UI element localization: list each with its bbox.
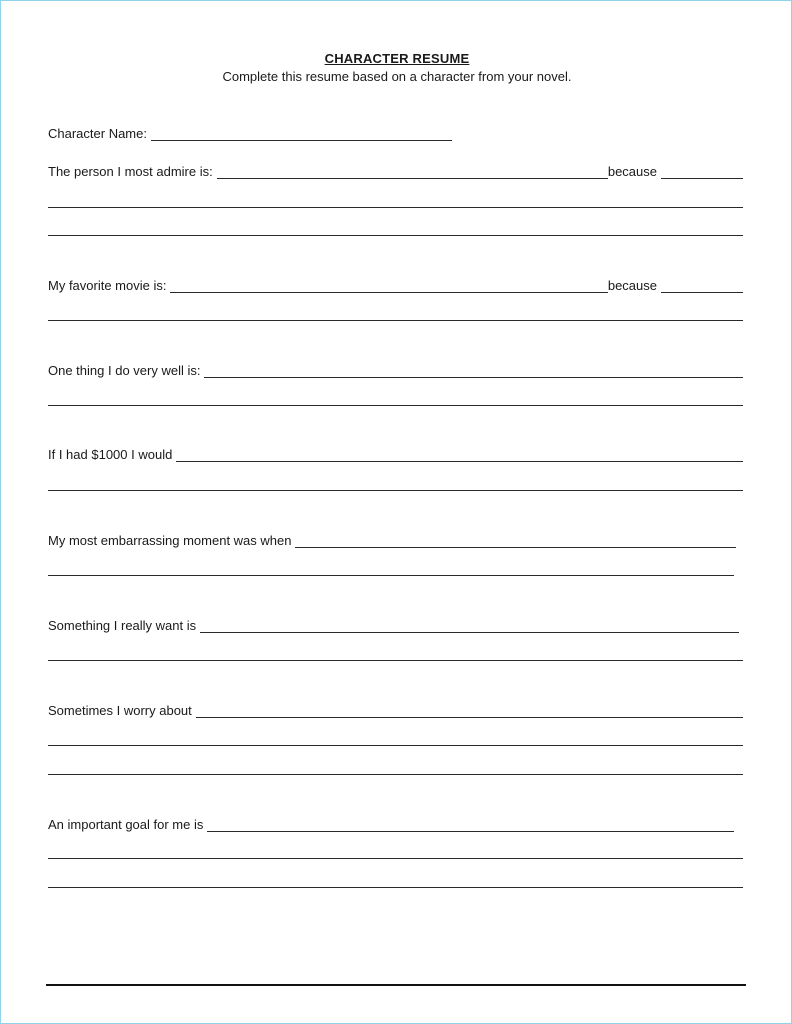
page-subtitle: Complete this resume based on a character from your novel. (222, 69, 572, 84)
thousand-blank[interactable] (176, 449, 743, 462)
goal-row (48, 816, 734, 832)
worry-answer-line-2[interactable] (48, 774, 743, 775)
really-want-label: Something I really want is (48, 618, 197, 633)
embarrassing-row (48, 532, 736, 548)
movie-because-blank[interactable] (661, 280, 743, 293)
movie-row (48, 277, 743, 293)
movie-blank[interactable] (170, 280, 607, 293)
worry-label: Sometimes I worry about (48, 703, 192, 718)
admire-because-blank[interactable] (661, 166, 743, 179)
worry-blank[interactable] (196, 705, 743, 718)
goal-answer-line-1[interactable] (48, 858, 743, 859)
character-name-row (48, 125, 452, 141)
do-well-row (48, 362, 743, 378)
goal-answer-line-2[interactable] (48, 887, 743, 888)
bottom-rule (46, 984, 746, 986)
do-well-label: One thing I do very well is: (48, 363, 201, 378)
embarrassing-blank[interactable] (295, 535, 736, 548)
thousand-row (48, 446, 743, 462)
movie-answer-line-1[interactable] (48, 320, 743, 321)
admire-answer-line-1[interactable] (48, 207, 743, 208)
embarrassing-label: My most embarrassing moment was when (48, 533, 292, 548)
really-want-answer-line-1[interactable] (48, 660, 743, 661)
thousand-answer-line-1[interactable] (48, 490, 743, 491)
character-name-blank[interactable] (151, 128, 452, 141)
really-want-row (48, 617, 739, 633)
really-want-blank[interactable] (200, 620, 739, 633)
admire-label: The person I most admire is: (48, 164, 213, 179)
worry-row (48, 702, 743, 718)
do-well-blank[interactable] (204, 365, 743, 378)
do-well-answer-line-1[interactable] (48, 405, 743, 406)
admire-answer-line-2[interactable] (48, 235, 743, 236)
movie-label: My favorite movie is: (48, 278, 167, 293)
admire-blank[interactable] (217, 166, 608, 179)
goal-blank[interactable] (207, 819, 734, 832)
page-title: CHARACTER RESUME (324, 51, 470, 66)
embarrassing-answer-line-1[interactable] (48, 575, 734, 576)
worry-answer-line-1[interactable] (48, 745, 743, 746)
admire-because-label: because (607, 164, 657, 179)
movie-because-label: because (607, 278, 657, 293)
thousand-label: If I had $1000 I would (48, 447, 173, 462)
character-name-label: Character Name: (48, 126, 147, 141)
admire-row (48, 163, 743, 179)
goal-label: An important goal for me is (48, 817, 204, 832)
